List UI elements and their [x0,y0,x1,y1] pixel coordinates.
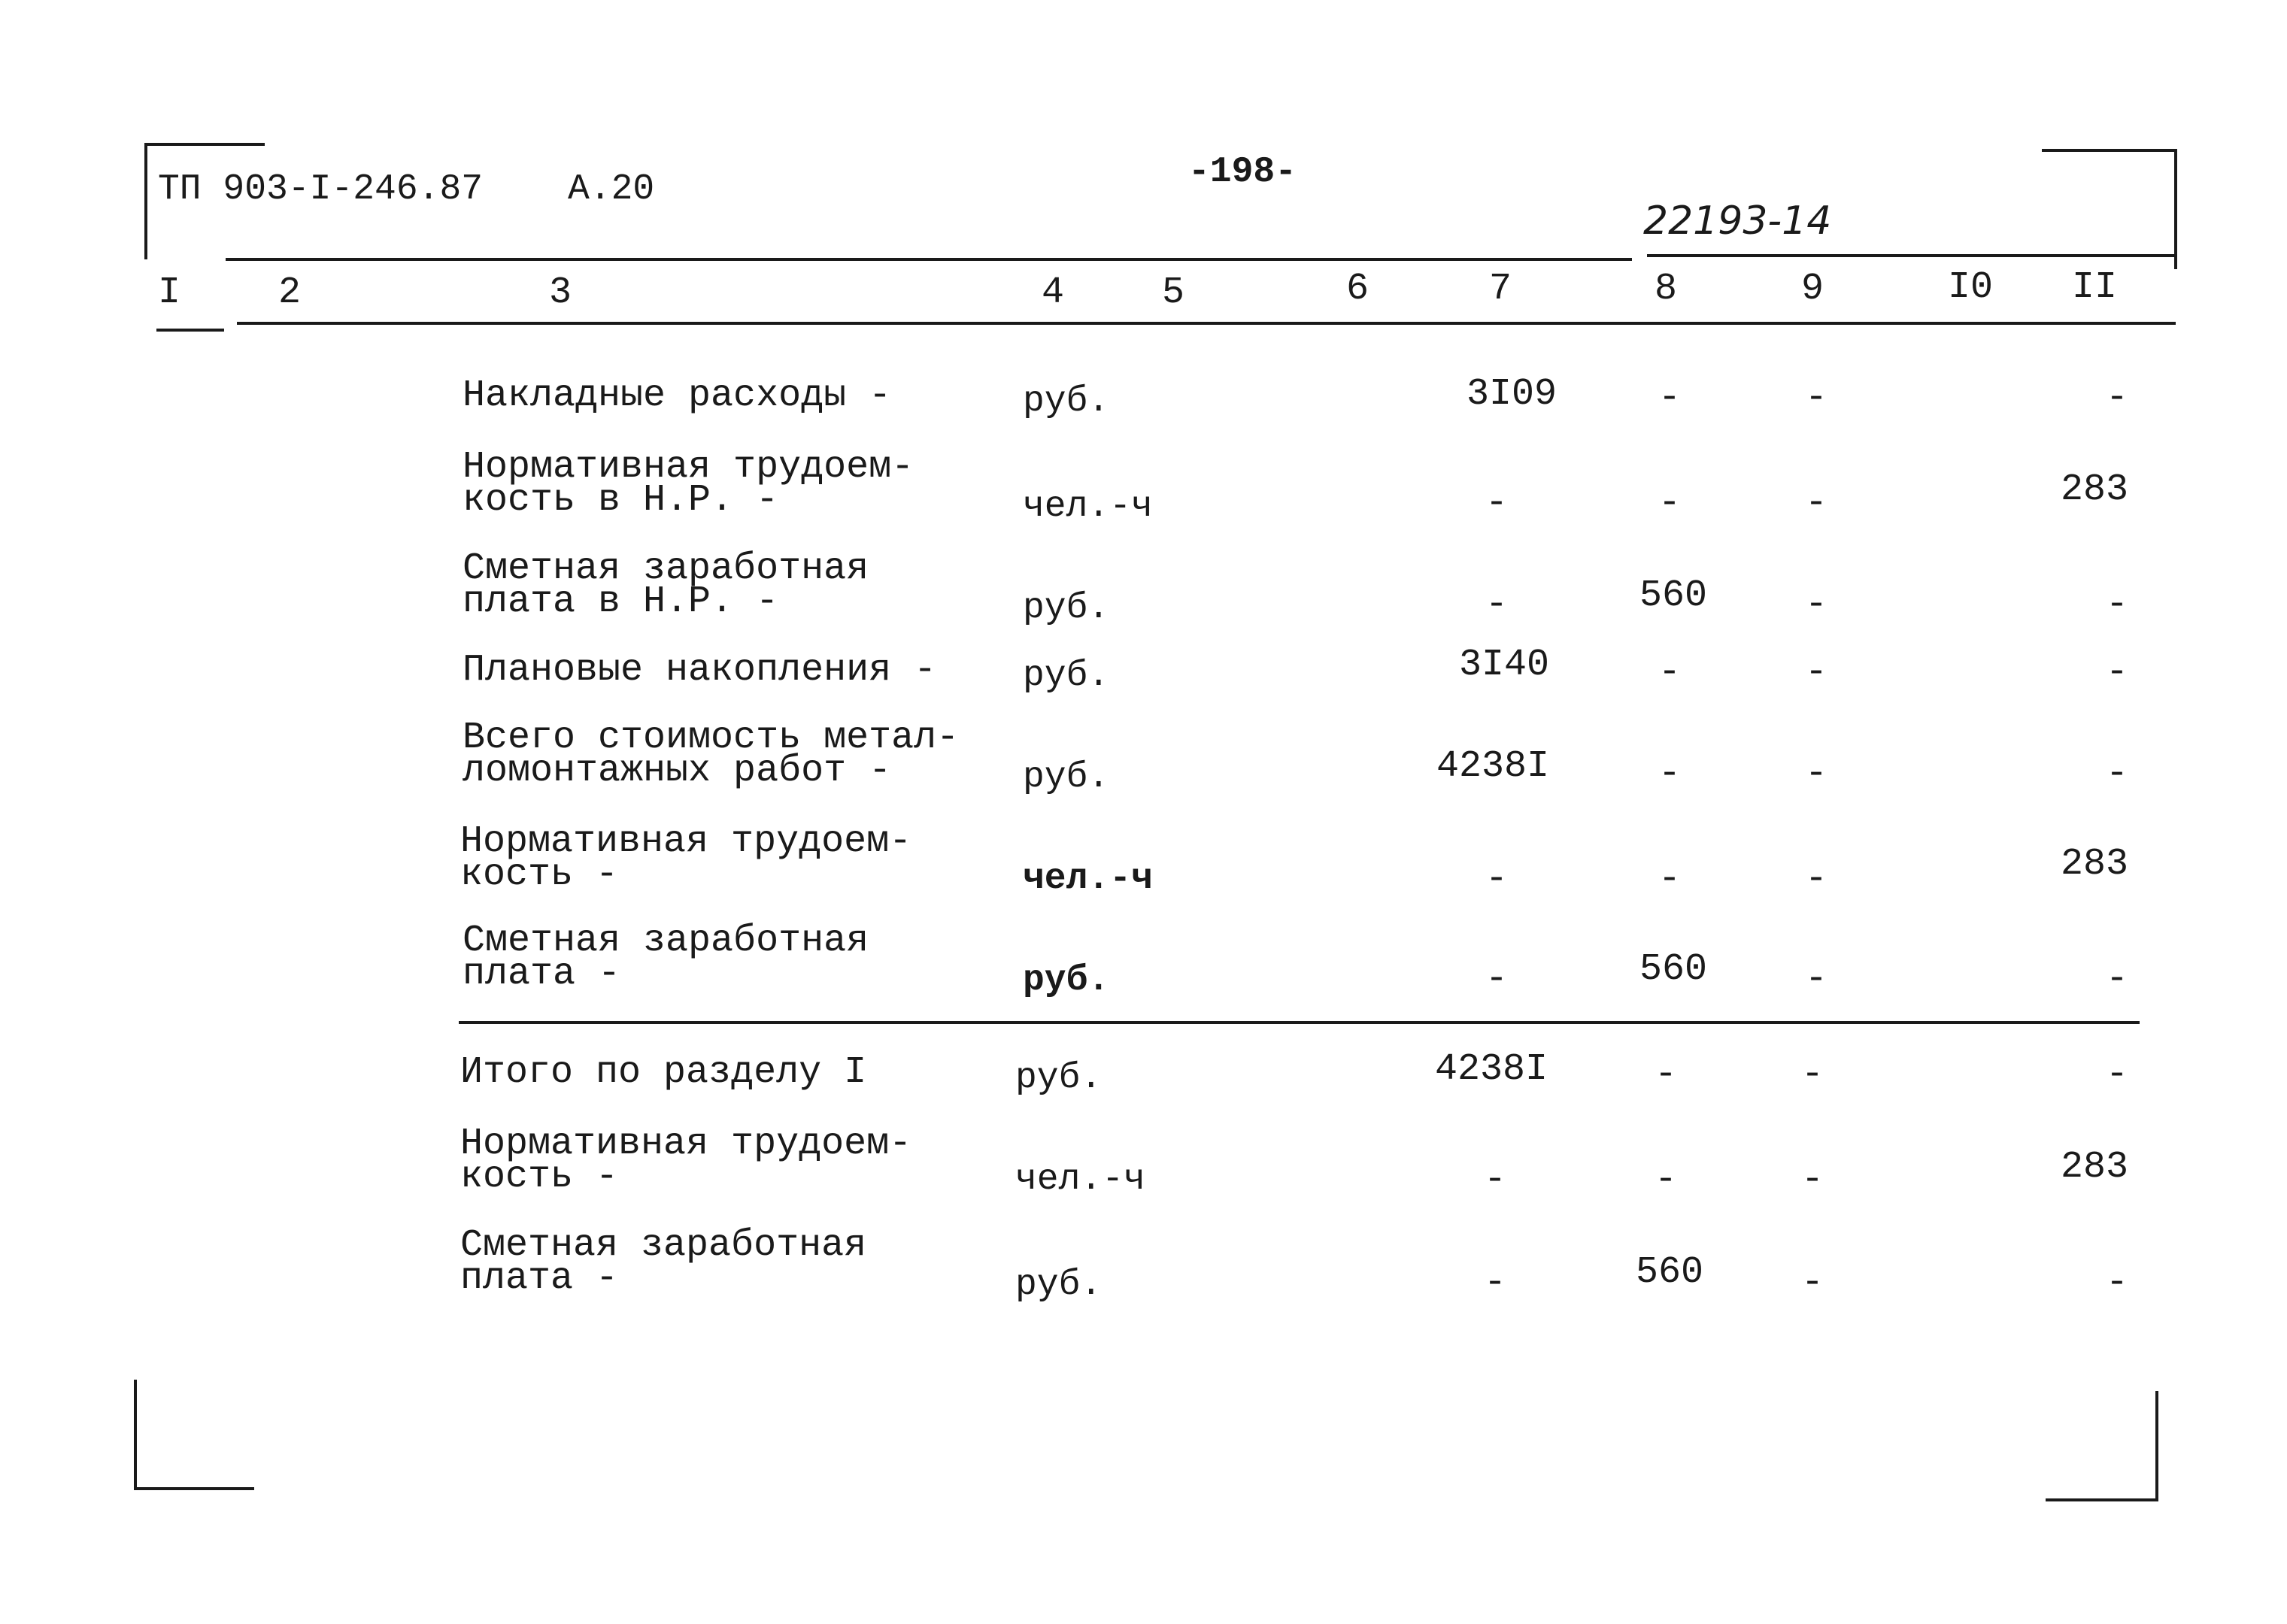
column-header-4: 4 [1042,271,1065,314]
row-unit: руб. [1023,656,1110,696]
row-col11: - [2105,753,2128,795]
row-label: Плановые накопления - [463,649,937,692]
row-col9: - [1804,377,1827,420]
row-label-line2: плата в Н.Р. - [463,580,779,623]
column-header-8: 8 [1655,268,1678,311]
column-header-9: 9 [1801,268,1824,311]
header-frame-right [2174,149,2177,269]
row-col7: 3I09 [1466,373,1557,416]
column-header-11: II [2072,266,2118,309]
row-col9: - [1804,583,1827,626]
row-col7: 4238I [1434,1048,1548,1091]
row-col8: - [1658,753,1681,795]
row-label: Нормативная трудоем- [463,446,914,489]
row-col8: 560 [1639,948,1707,991]
row-label: Нормативная трудоем- [460,1123,912,1165]
row-col9: - [1800,1053,1824,1096]
row-unit: руб. [1023,960,1110,1001]
row-col8: - [1658,377,1681,420]
header-frame-top-right [2042,149,2177,152]
row-col11: - [2105,958,2128,1001]
corner-bottom-left-v [134,1380,137,1489]
header-bottom-rule-right [1647,254,2177,257]
row-unit: чел.-ч [1015,1159,1145,1200]
row-label-line2: кость - [460,853,619,896]
column-header-5: 5 [1162,271,1185,314]
row-col11: - [2105,651,2128,694]
row-label: Сметная заработная [463,547,869,590]
stamp-number: 22193-14 [1643,198,1832,244]
row-col7: - [1485,958,1508,1001]
header-frame-left [144,143,147,259]
corner-bottom-right-h [2046,1498,2158,1501]
row-col11: - [2105,583,2128,626]
row-col9: - [1804,651,1827,694]
row-col8: 560 [1639,574,1707,617]
row-col8: - [1658,651,1681,694]
row-col7: 3I40 [1458,644,1549,686]
row-col11: - [2105,1262,2128,1304]
row-unit: чел.-ч [1023,486,1153,527]
row-unit: руб. [1023,588,1110,629]
row-col8: 560 [1635,1251,1703,1294]
row-col7: - [1485,482,1508,525]
row-label-line2: кость в Н.Р. - [463,479,779,522]
row-label: Нормативная трудоем- [460,820,912,863]
row-label: Сметная заработная [460,1224,867,1267]
row-label-line2: кость - [460,1156,619,1198]
album-number: А.20 [568,169,655,210]
row-col7: 4238I [1436,745,1549,788]
row-col9: - [1800,1159,1824,1201]
row-unit: руб. [1023,381,1110,422]
row-col7: - [1485,858,1508,901]
row-col9: - [1804,858,1827,901]
row-col8: - [1658,482,1681,525]
document-code: ТП 903-I-246.87 [158,169,484,210]
column-header-2: 2 [278,271,302,314]
column-header-1: I [158,271,181,314]
row-unit: руб. [1023,757,1110,798]
row-label: Всего стоимость метал- [463,717,960,759]
row-label-line2: плата - [460,1257,619,1300]
column-header-rule-left [156,329,224,332]
corner-bottom-right-v [2155,1391,2158,1500]
row-col9: - [1800,1262,1824,1304]
row-col8: - [1654,1159,1677,1201]
row-unit: чел.-ч [1023,859,1153,899]
column-header-rule [237,322,2176,325]
row-label: Сметная заработная [463,920,869,962]
row-col11: 283 [2060,468,2128,511]
total-separator-rule [459,1021,2140,1024]
column-header-10: I0 [1948,266,1994,309]
row-col7: - [1483,1159,1506,1201]
row-col7: - [1483,1262,1506,1304]
row-unit: руб. [1015,1058,1103,1098]
corner-bottom-left-h [134,1487,254,1490]
row-label-line2: ломонтажных работ - [463,750,892,792]
row-col9: - [1804,482,1827,525]
column-header-3: 3 [549,271,572,314]
row-col7: - [1485,583,1508,626]
page-number: -198- [1188,152,1297,192]
row-col9: - [1804,753,1827,795]
row-col8: - [1658,858,1681,901]
row-col11: - [2105,1053,2128,1096]
row-label: Накладные расходы - [463,374,892,417]
header-frame-top-left [144,143,265,146]
column-header-6: 6 [1346,268,1369,311]
row-label-line2: плата - [463,953,621,995]
row-col9: - [1804,958,1827,1001]
header-bottom-rule [226,258,1632,261]
row-col11: 283 [2060,1146,2128,1189]
row-col11: 283 [2060,843,2128,886]
row-col11: - [2105,377,2128,420]
row-col8: - [1654,1053,1677,1096]
row-label: Итого по разделу I [460,1051,867,1094]
column-header-7: 7 [1489,268,1512,311]
row-unit: руб. [1015,1265,1103,1305]
